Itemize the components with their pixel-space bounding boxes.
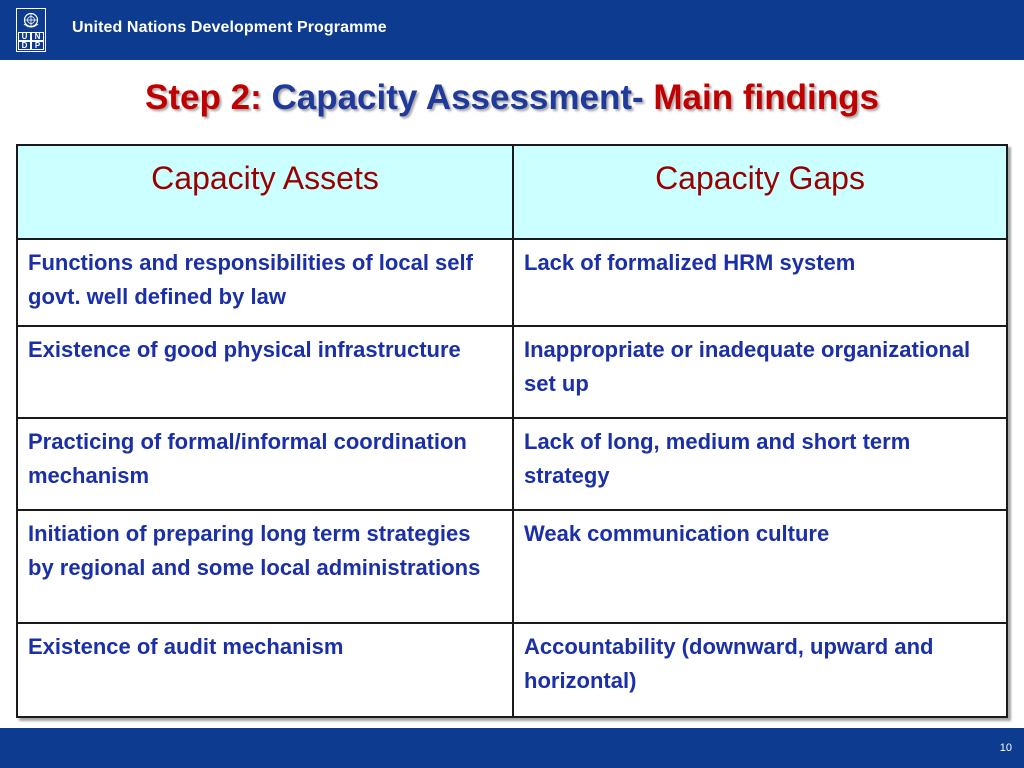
gap-cell: Inappropriate or inadequate organizational set up [513,326,1007,418]
logo-letter: N [31,32,44,41]
table-row [17,510,1007,623]
findings-table [16,144,1008,718]
title-topic: Capacity Assessment- [271,78,654,117]
undp-logo [16,8,46,52]
logo-letter: U [18,32,31,41]
asset-cell: Practicing of formal/informal coordination mechanism [17,418,513,510]
table-row [17,239,1007,326]
gap-cell: Weak communication culture [513,510,1007,623]
table-row [17,418,1007,510]
header-capacity-gaps: Capacity Gaps [513,145,1007,239]
table-row [17,623,1007,717]
asset-cell: Existence of audit mechanism [17,623,513,717]
page-number: 10 [999,742,1012,754]
asset-cell: Initiation of preparing long term strategies by regional and some local administrations [17,510,513,623]
header-capacity-assets: Capacity Assets [17,145,513,239]
asset-cell: Functions and responsibilities of local self govt. well defined by law [17,239,513,326]
slide-title [0,78,1024,118]
title-step: Step 2: [145,78,272,117]
table-row [17,326,1007,418]
gap-cell: Lack of formalized HRM system [513,239,1007,326]
undp-letter-grid [18,32,44,50]
organization-name: United Nations Development Programme [72,19,387,36]
un-emblem-icon [21,12,41,30]
gap-cell: Accountability (downward, upward and horizontal) [513,623,1007,717]
table-header-row [17,145,1007,239]
asset-cell: Existence of good physical infrastructure [17,326,513,418]
top-banner [0,0,1024,60]
gap-cell: Lack of long, medium and short term strategy [513,418,1007,510]
logo-letter: D [18,41,31,50]
bottom-banner [0,728,1024,768]
logo-letter: P [31,41,44,50]
title-subtopic: Main findings [653,78,879,117]
